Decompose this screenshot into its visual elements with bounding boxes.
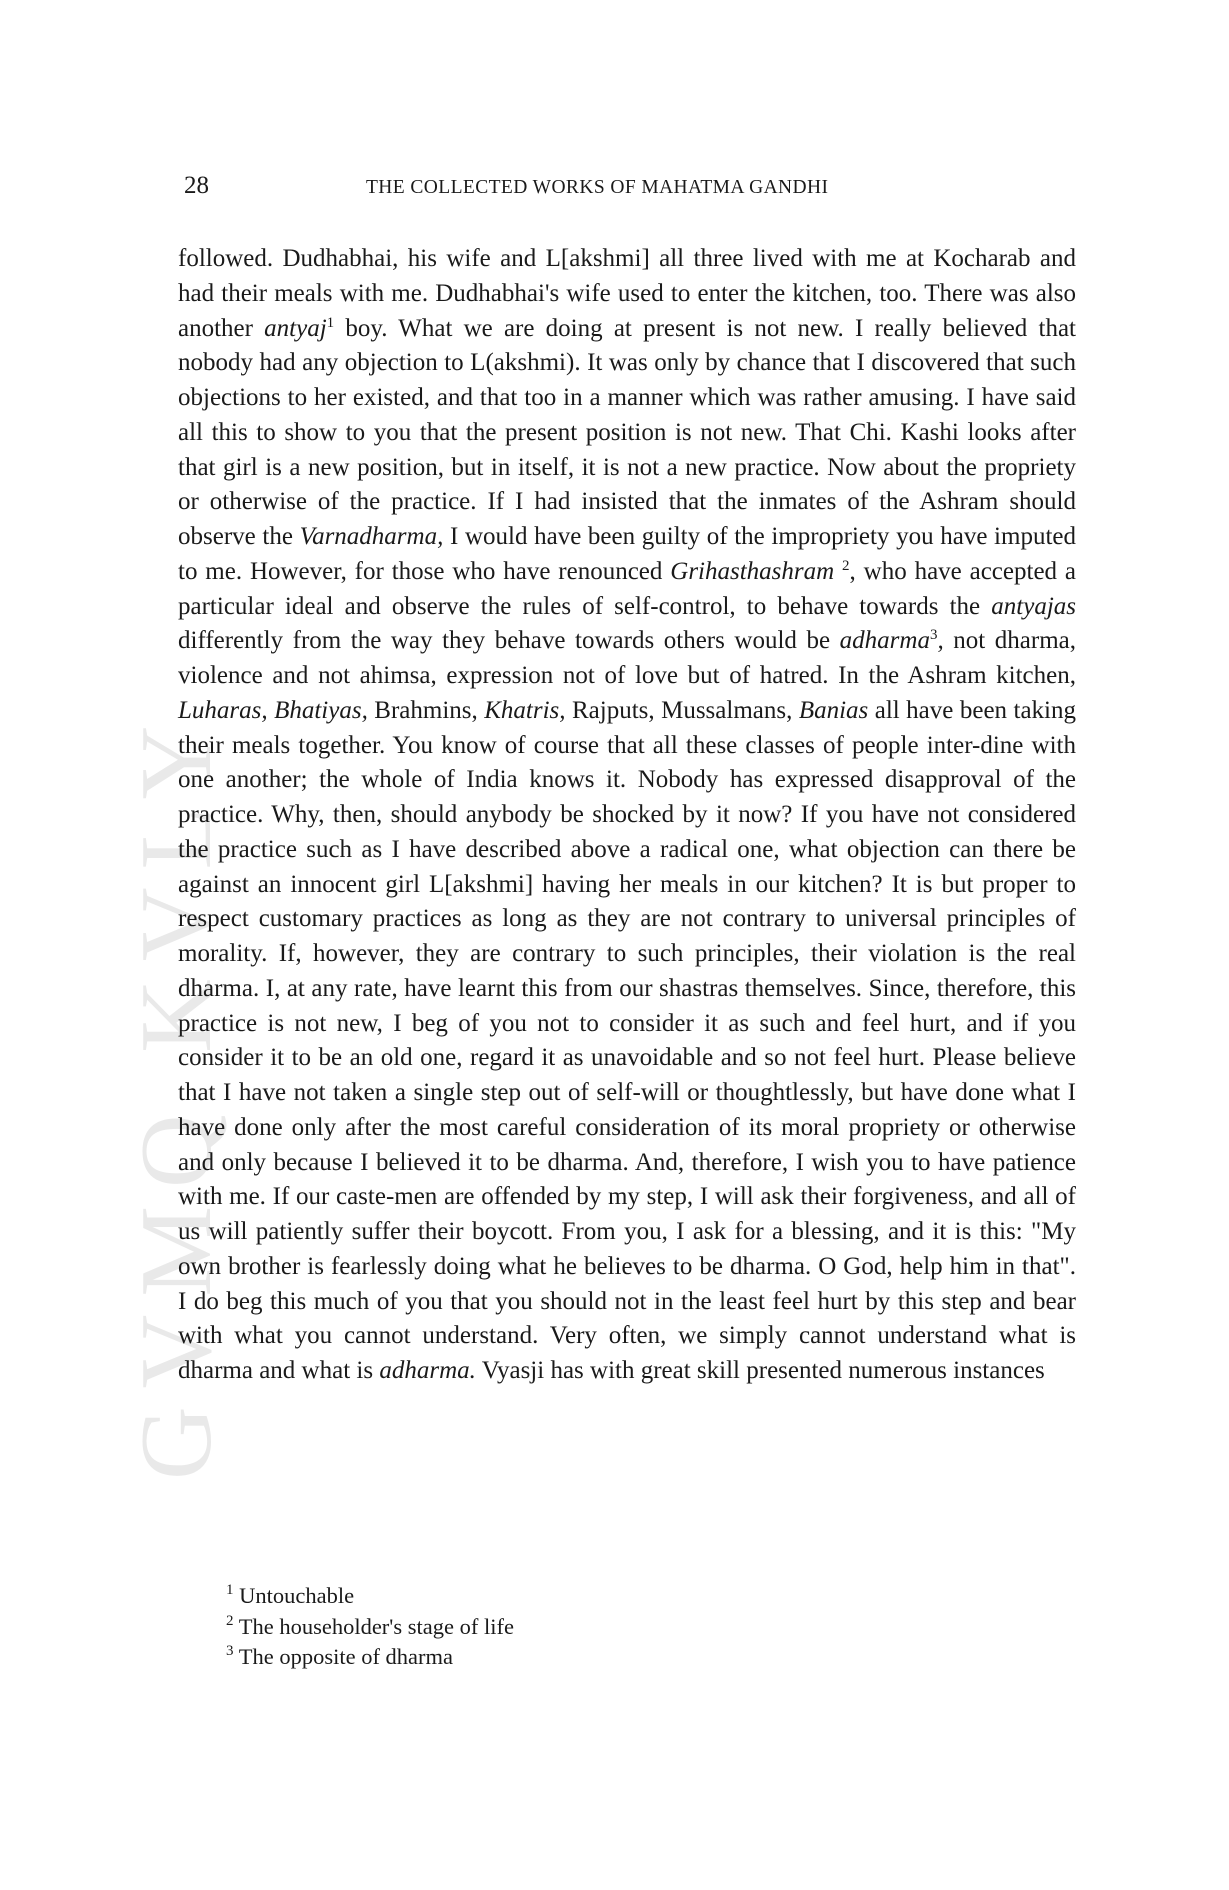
footnotes [226,1581,514,1673]
watermark: GVMQ KVLY [120,707,233,1480]
footnote-reference: 2 [842,557,850,574]
text-run: Rajputs, Mussalmans, [565,696,799,724]
footnote-reference: 3 [929,627,938,644]
text-run: boy. What we are doing at present is not new. I really believed that nobody had any objection to L(akshmi). It was only by chance that I discovered that such objections to her existed, and that too in a manner which was rather amusing. I have said all this to show to you that the present position is not new. That Chi. Kashi looks after that girl is a new position, but in itself, it is not a new practice. Now about the propriety or otherwise of the practice. If I had insisted that the inmates of the Ashram should observe the [178,314,1076,550]
text-run: differently from the way they behave towards others would be [178,627,840,655]
footnote-mark: 2 [226,1612,234,1629]
text-run: Brahmins, [367,696,485,724]
footnote [226,1612,514,1643]
italic-term: Banias [798,696,869,724]
footnote-reference: 1 [326,314,335,331]
footnote-text: The opposite of dharma [233,1644,454,1669]
footnote-text: Untouchable [233,1583,355,1608]
text-run: Vyasji has with great skill presented numerous instances [475,1357,1045,1384]
page-header [184,172,1079,202]
italic-term: Khatris, [484,696,566,724]
footnote-text: The householder's stage of life [233,1613,514,1639]
footnote [226,1642,514,1673]
text-run: all have been taking their meals together. You know of course that all these classes of people inter-dine with one another; the whole of India knows it. Nobody has expressed disapproval of the practice. Why, then, should anybody be shocked by it now? If you have not considered the practice such as I have described above a radical one, what objection can there be against an innocent girl L[akshmi] having her meals in our kitchen? It is but proper to respect customary practices as long as they are not contrary to universal principles of morality. If, however, they are contrary to such principles, their violation is the real dharma. I, at any rate, have learnt this from our shastras themselves. Since, therefore, this practice is not new, I beg of you not to consider it as such and feel hurt, and if you consider it to be an old one, regard it as unavoidable and so not feel hurt. Please believe that I have not taken a single step out of self-will or thoughtlessly, but have done what I have done only after the most careful consideration of its moral propriety or otherwise and only because I believed it to be dharma. And, therefore, I wish you to have patience with me. If our caste-men are offended by my step, I will ask their forgiveness, and all of us will patiently suffer their boycott. From you, I ask for a blessing, and it is this: "My own brother is fearlessly doing what he believes to be dharma. O God, help him in that". I do beg this much of you that you should not in the least feel hurt by this step and bear with what you cannot understand. Very often, we simply cannot understand what is dharma and what is [178,696,1076,1384]
text-run: not dharma, violence and not ahimsa, expression not of love but of hatred. In the Ashram kitchen, [178,627,1076,689]
italic-term: antyaj [264,314,327,342]
text-run: I would have been guilty of the impropriety you have imputed to me. However, for those who have renounced [178,523,1076,585]
italic-term: Grihasthashram [670,557,835,585]
running-title: THE COLLECTED WORKS OF MAHATMA GANDHI [366,177,829,198]
italic-term: Varnadharma, [299,523,444,550]
italic-term: adharma [839,627,930,655]
text-run [834,558,842,585]
footnote-mark: 3 [226,1643,234,1659]
text-run: followed. Dudhabhai, his wife and L[akshmi] all three lived with me at Kocharab and had their meals with me. Dudhabhai's wife used to enter the kitchen, too. There was also another [178,245,1076,342]
italic-term: antyajas [991,592,1076,620]
italic-term: Luharas, Bhatiyas, [178,696,368,724]
text-run: , who have accepted a particular ideal and observe the rules of self-control, to behave towards the [178,557,1076,620]
italic-term: , [937,627,944,655]
body-text [178,242,1076,1389]
footnote-mark: 1 [226,1582,234,1598]
footnote [226,1581,514,1612]
body-paragraph [178,242,1076,1389]
italic-term: adharma. [379,1357,476,1384]
page-number: 28 [184,172,209,199]
